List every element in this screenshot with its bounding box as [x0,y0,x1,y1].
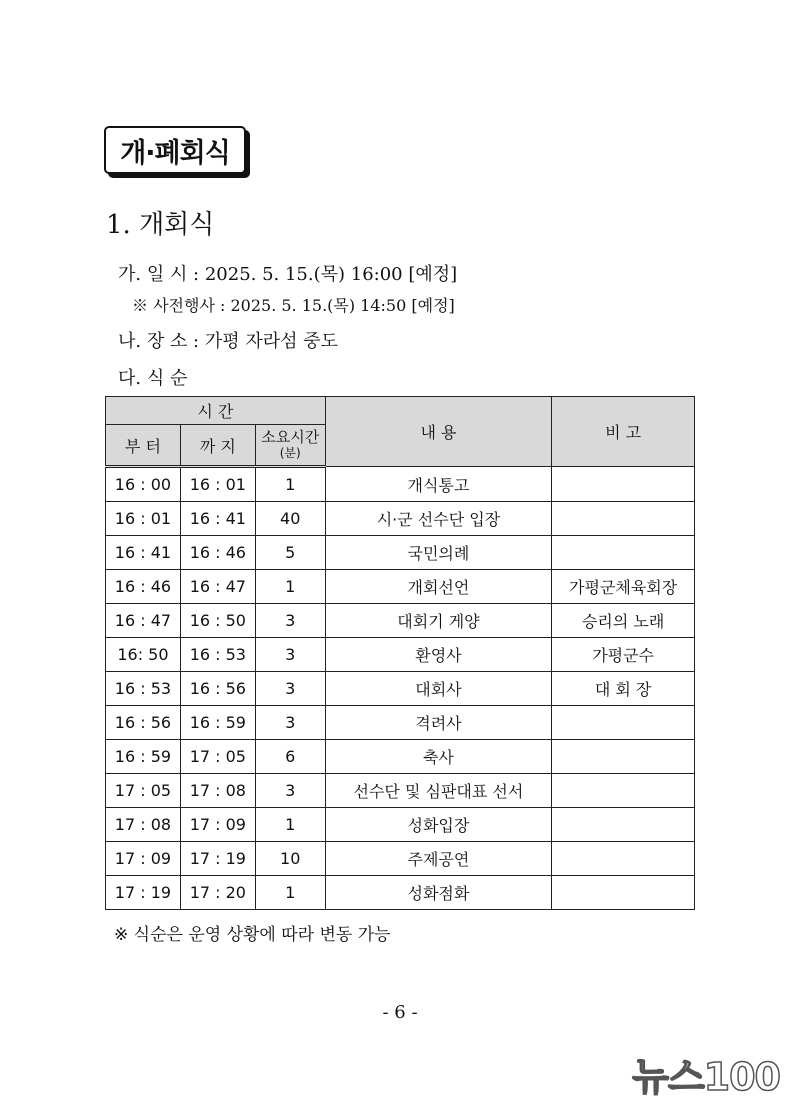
duration-header-label: 소요시간 [261,428,320,446]
cell-note: 대 회 장 [552,672,695,706]
cell-note [552,502,695,536]
cell-dur: 1 [255,876,325,910]
cell-content: 축사 [325,740,552,774]
cell-end: 16 : 56 [180,672,255,706]
page-number: - 6 - [382,1002,418,1023]
cell-start: 16: 50 [106,638,181,672]
table-row [106,740,695,774]
cell-dur: 6 [255,740,325,774]
cell-content: 대회기 게양 [325,604,552,638]
footnote: ※ 식순은 운영 상황에 따라 변동 가능 [114,925,391,945]
cell-note: 가평군체육회장 [552,570,695,604]
cell-dur: 1 [255,570,325,604]
cell-start: 17 : 05 [106,774,181,808]
cell-note [552,536,695,570]
cell-note [552,876,695,910]
duration-unit: (분) [279,446,301,460]
watermark-logo: 뉴스100 [632,1055,780,1099]
table-row [106,638,695,672]
cell-dur: 3 [255,604,325,638]
order-line: 다. 식 순 [118,368,188,389]
cell-content: 시·군 선수단 입장 [325,502,552,536]
cell-end: 17 : 20 [180,876,255,910]
cell-content: 주제공연 [325,842,552,876]
cell-start: 16 : 41 [106,536,181,570]
table-row [106,808,695,842]
cell-end: 16 : 01 [180,467,255,502]
cell-dur: 3 [255,672,325,706]
pre-event-line: ※ 사전행사 : 2025. 5. 15.(목) 14:50 [예정] [132,296,455,315]
datetime-line: 가. 일 시 : 2025. 5. 15.(목) 16:00 [예정] [118,264,458,285]
cell-dur: 5 [255,536,325,570]
table-row [106,706,695,740]
cell-start: 16 : 01 [106,502,181,536]
cell-end: 16 : 53 [180,638,255,672]
cell-start: 17 : 09 [106,842,181,876]
cell-end: 17 : 05 [180,740,255,774]
cell-start: 17 : 08 [106,808,181,842]
cell-end: 17 : 08 [180,774,255,808]
cell-start: 16 : 46 [106,570,181,604]
cell-content: 개식통고 [325,467,552,502]
cell-content: 국민의례 [325,536,552,570]
cell-start: 16 : 56 [106,706,181,740]
cell-dur: 3 [255,638,325,672]
cell-note [552,740,695,774]
heading: 1. 개회식 [106,210,215,240]
cell-end: 17 : 09 [180,808,255,842]
table-row [106,672,695,706]
cell-end: 16 : 47 [180,570,255,604]
cell-start: 16 : 00 [106,467,181,502]
content-header: 내 용 [325,397,552,467]
cell-content: 성화입장 [325,808,552,842]
cell-content: 성화점화 [325,876,552,910]
cell-dur: 1 [255,467,325,502]
table-row [106,876,695,910]
place-line: 나. 장 소 : 가평 자라섬 중도 [118,331,338,352]
cell-dur: 40 [255,502,325,536]
cell-note: 가평군수 [552,638,695,672]
cell-end: 16 : 59 [180,706,255,740]
cell-end: 16 : 50 [180,604,255,638]
cell-content: 환영사 [325,638,552,672]
time-header: 시 간 [106,397,326,425]
table-row [106,467,695,502]
table-row [106,570,695,604]
end-header: 까 지 [180,425,255,467]
table-row [106,842,695,876]
table-row [106,502,695,536]
cell-content: 선수단 및 심판대표 선서 [325,774,552,808]
cell-end: 16 : 46 [180,536,255,570]
cell-content: 대회사 [325,672,552,706]
schedule-table [105,396,695,910]
schedule-rows [106,467,695,910]
section-title: 개·폐회식 [104,126,246,174]
table-row [106,774,695,808]
cell-content: 개회선언 [325,570,552,604]
cell-note: 승리의 노래 [552,604,695,638]
duration-header [255,425,325,467]
cell-end: 16 : 41 [180,502,255,536]
cell-dur: 3 [255,774,325,808]
cell-dur: 10 [255,842,325,876]
cell-start: 16 : 59 [106,740,181,774]
cell-note [552,467,695,502]
cell-note [552,706,695,740]
cell-start: 16 : 53 [106,672,181,706]
remarks-header: 비 고 [552,397,695,467]
cell-dur: 3 [255,706,325,740]
table-row [106,604,695,638]
cell-dur: 1 [255,808,325,842]
cell-start: 16 : 47 [106,604,181,638]
cell-note [552,842,695,876]
cell-start: 17 : 19 [106,876,181,910]
cell-note [552,774,695,808]
table-row [106,536,695,570]
cell-content: 격려사 [325,706,552,740]
start-header: 부 터 [106,425,181,467]
cell-end: 17 : 19 [180,842,255,876]
cell-note [552,808,695,842]
